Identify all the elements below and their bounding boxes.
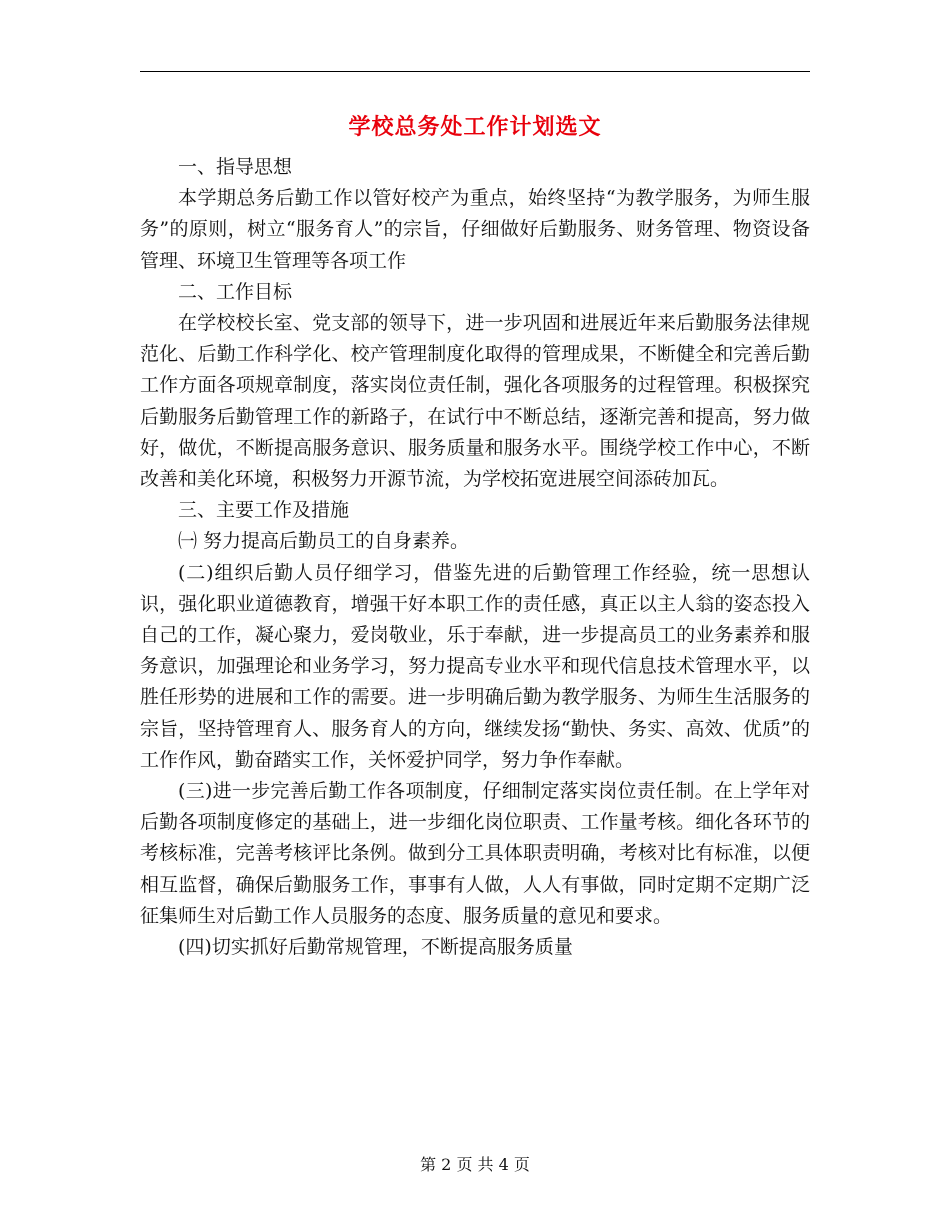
document-body	[140, 152, 810, 963]
page-number-footer: 第 2 页 共 4 页	[420, 1155, 530, 1174]
section-heading-work-goals: 二、工作目标	[178, 280, 293, 303]
paragraph-item-2: (二)组织后勤人员仔细学习，借鉴先进的后勤管理工作经验，统一思想认识，强化职业道德教育，增强干好本职工作的责任感，真正以主人翁的姿态投入自己的工作，凝心聚力，爱岗敬业，乐于奉献，进一步提高员工的业务素养和服务意识，加强理论和业务学习，努力提高专业水平和现代信息技术管理水平，以胜任形势的进展和工作的需要。进一步明确后勤为教学服务、为师生生活服务的宗旨，坚持管理育人、服务育人的方向，继续发扬“勤快、务实、高效、优质”的工作作风，勤奋踏实工作，关怀爱护同学，努力争作奉献。	[140, 561, 810, 771]
section-heading-guiding-ideology: 一、指导思想	[178, 156, 293, 178]
paragraph-item-3: (三)进一步完善后勤工作各项制度，仔细制定落实岗位责任制。在上学年对后勤各项制度修定的基础上，进一步细化岗位职责、工作量考核。细化各环节的考核标准，完善考核评比条例。做到分工具体职责明确，考核对比有标准，以便相互监督，确保后勤服务工作，事事有人做，人人有事做，同时定期不定期广泛征集师生对后勤工作人员服务的态度、服务质量的意见和要求。	[140, 780, 810, 927]
document-title: 学校总务处工作计划选文	[348, 114, 602, 140]
section-heading-main-work: 三、主要工作及措施	[178, 499, 350, 522]
paragraph-guiding-ideology: 本学期总务后勤工作以管好校产为重点，始终坚持“为教学服务，为师生服务”的原则，树立“服务育人”的宗旨，仔细做好后勤服务、财务管理、物资设备管理、环境卫生管理等各项工作	[140, 187, 810, 272]
paragraph-item-1: ㈠ 努力提高后勤员工的自身素养。	[178, 530, 470, 553]
paragraph-work-goals: 在学校校长室、党支部的领导下，进一步巩固和进展近年来后勤服务法律规范化、后勤工作科学化、校产管理制度化取得的管理成果，不断健全和完善后勤工作方面各项规章制度，落实岗位责任制，强化各项服务的过程管理。积极探究后勤服务后勤管理工作的新路子，在试行中不断总结，逐渐完善和提高，努力做好，做优，不断提高服务意识、服务质量和服务水平。围绕学校工作中心，不断改善和美化环境，积极努力开源节流，为学校拓宽进展空间添砖加瓦。	[140, 312, 810, 491]
paragraph-item-4: (四)切实抓好后勤常规管理，不断提高服务质量	[178, 936, 573, 959]
header-rule	[140, 71, 810, 72]
